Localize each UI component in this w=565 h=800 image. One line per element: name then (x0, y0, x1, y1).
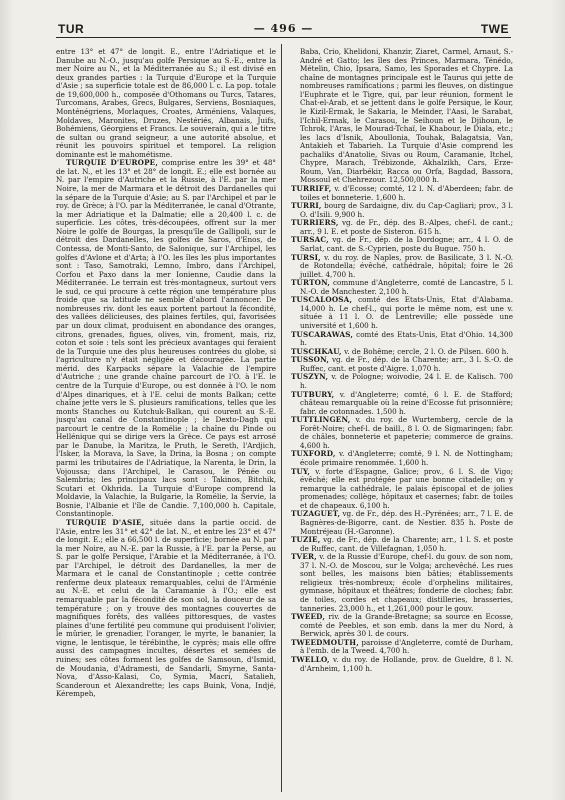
header-guide-word-left: TUR (58, 22, 85, 36)
entry-headword: TURQUIE D'ASIE, (66, 517, 145, 527)
page-header (56, 21, 511, 38)
entry-text: bourg de Sardaigne, div. du Cap-Cagliari; prov., 3 l. O. d'Isili. 9,900 h. (300, 201, 513, 219)
header-guide-word-right: TWE (480, 22, 509, 36)
entry-headword: TUZAGUET, (291, 509, 341, 519)
left-column (56, 48, 276, 793)
entry-headword: TVER, (291, 552, 317, 562)
entry-text: v. du roy. de Wurtemberg, cercle de la Forêt-Noire; chef-l. de baill., 8 l. O. de Sigmaringen; fabr. de châles, bonneterie et papeterie; commerce de grains. 4,600 h. (300, 415, 513, 450)
entry-text: paroisse d'Angleterre, comté de Durham, à l'emb. de la Tweed. 4,700 h. (300, 637, 513, 656)
entry-text: v. de Bohême; cercle, 2 l. O. de Pilsen. 600 h. (344, 346, 509, 356)
entry-text: située dans la partie occid. de l'Asie, entre les 31° et 42° de lat. N., et entre les 23° et 47° de longit. E.; elle a 66,500 l. de superficie; bornée au N. par la mer Noire, au N.-E. par la Russie, à l'E. par la Perse, au S. par le golfe Persique, l'Arabie et la Méditerranée, à l'O. par l'Archipel, le détroit des Dardanelles, la mer de Marmara et le canal de Constantinople ; cette contrée renferme deux plateaux remarquables, celui de l'Arménie au N.-E. et celui de la Caramanie à l'O.; elle est remarquable par la fécondité de son sol, la douceur de sa température ; on y trouve des montagnes couvertes de magnifiques forêts, des vallées pittoresques, de vastes plaines d'une fertilité peu commune qui produisent l'olivier, le mûrier, le grenadier, l'oranger, le myrte, le bananier, la vigne, le lentisque, le térébinthe, le cyprès; mais elle offre aussi des campagnes incultes, désertes et semées de ruines; ses côtes forment les golfes de Samsoun, d'Ismid, de Moudania, d'Adramesti, de Sandarli, Smyrne, Santa-Nova, d'Asso-Kalasi, Co, Symia, Macri, Satalieh, Scanderoun et Alexandrette; les caps Buink, Vona, Indjé, Kérempeh, (56, 517, 276, 699)
dictionary-entry (291, 48, 513, 185)
dictionary-entry (291, 468, 513, 511)
entry-headword: TWELLO, (291, 654, 330, 664)
entry-text: v. d'Angleterre; comté, 6 l. E. de Stafford; château remarquable où la reine d'Ecosse fut prisonnière; fabr. de cotonnades. 1,500 h. (300, 389, 513, 416)
dictionary-entry (291, 331, 513, 348)
dictionary-entry (56, 48, 276, 159)
entry-text: vg. de Fr., dép. des H.-Pyrénées; arr., 7 l. E. de Bagnères-de-Bigorre, cant. de Nestier. 835 h. Poste de Montréjeau (H.-Garonne). (300, 509, 513, 536)
entry-text: entre 13° et 47° de longit. E., entre l'Adriatique et le Danube au N.-O., jusqu'au golfe Persique au S.-E., entre la mer Noire au N., et la Méditerranée au S.; il est divisé en deux grandes parties : la Turquie d'Europe et la Turquie d'Asie ; sa superficie totale est de 86,000 l. c. La pop. totale de 19,600,000 h., composée d'Othomans ou Turcs, Tatares, Turcomans, Arabes, Grecs, Bulgares, Serviens, Bosniaques, Monténégriens, Morlaques, Croates, Arméniens, Valaques, Moldaves, Maronites, Druzes, Nestériés, Albanais, Juifs, Bohémiens, Géorgiens et Francs. Le souverain, qui a le titre de sultan ou grand seigneur, a une autorité absolue, et réunit les pouvoirs spirituel et temporel. La religion dominante est le mahométisme. (56, 48, 276, 159)
entry-headword: TURRIFF, (291, 184, 332, 193)
dictionary-entry (291, 356, 513, 373)
dictionary-entry (291, 450, 513, 467)
entry-headword: TWEEDMOUTH, (291, 637, 359, 647)
entry-headword: TURTON, (291, 278, 331, 288)
entry-text: vg. de Fr., dép. de la Dordogne; arr., 4 l. O. de Sarlat, cant. de S.-Cyprien, poste du Bugue. 750 h. (300, 235, 513, 253)
entry-headword: TUXFORD, (291, 449, 336, 459)
entry-text: v. de la Russie d'Europe, chef-l. du gouv. de son nom, 37 l. N.-O. de Moscou, sur le Volga; archevêché. Les rues sont belles, les maisons bien bâties; établissements religieux très-nombreux; école d'orphelins militaires, gymnase, hôpitaux et théâtres; fonderie de cloches; fabr. de toiles, cordes et chapeaux; distilleries, brasseries, tanneries. 23,000 h., et 1,261,000 pour le gouv. (300, 552, 513, 613)
entry-headword: TUSCARAWAS, (291, 329, 354, 339)
entry-headword: TURRI, (291, 201, 322, 211)
dictionary-entry (291, 279, 513, 296)
entry-text: vg. de Fr., dép. de la Charente; arr., 3 l. S.-O. de Ruffec, cant. et poste d'Aigre. 1,070 h. (300, 355, 513, 373)
dictionary-entry (291, 510, 513, 536)
dictionary-entry (291, 236, 513, 253)
entry-text: v. de Pologne; woivodie, 24 l. E. de Kalisch. 700 h. (300, 372, 513, 390)
dictionary-entry (56, 159, 276, 519)
entry-text: comté des Etats-Unis, Etat d'Ohio. 14,300 h. (300, 329, 513, 348)
dictionary-entry (291, 639, 513, 656)
entry-headword: TUSCALOOSA, (291, 295, 353, 305)
entry-text: v. du roy. de Naples, prov. de Basilicate, 3 l. N.-O. de Rotondella; évêché, cathédrale, hôpital; foire le 26 juillet. 4,700 h. (300, 252, 513, 279)
entry-text: riv. de la Grande-Bretagne; sa source en Ecosse, comté de Peebles, et son emb. dans la mer du Nord, à Berwick, après 30 l. de cours. (300, 612, 513, 639)
entry-text: commune d'Angleterre, comté de Lancastre, 5 l. N.-O. de Manchester. 2,100 h. (300, 278, 513, 296)
dictionary-entry (56, 519, 276, 699)
entry-text: v. du roy. de Hollande, prov. de Gueldre, 8 l. N. d'Arnheim, 1,100 h. (300, 654, 513, 673)
dictionary-entry (291, 219, 513, 236)
dictionary-entry (291, 613, 513, 639)
entry-headword: TUSZYN, (291, 372, 329, 382)
right-column (291, 48, 513, 793)
entry-headword: TURSI, (291, 252, 321, 262)
entry-text: comté des Etats-Unis, Etat d'Alabama. 14,000 h. Le chef-l., qui porte le même nom, est une v. située à 11 l. O. de Lentreville; elle possède une université et 1,600 h. (300, 295, 513, 330)
entry-text: v. forte d'Espagne, Galice; prov., 6 l. S. de Vigo; évêché; elle est protégée par une bonne citadelle; on y remarque la cathédrale, le palais épiscopal et de jolies promenades; collège, hôpitaux et casernes; fabr. de toiles et de chapeaux. 6,100 h. (300, 466, 513, 510)
dictionary-entry (291, 536, 513, 553)
dictionary-entry (291, 296, 513, 330)
entry-headword: TURQUIE D'EUROPE, (66, 158, 159, 168)
entry-headword: TUZIE, (291, 535, 321, 545)
entry-text: v. d'Ecosse; comté, 12 l. N. d'Aberdeen; fabr. de toiles et bonneterie. 1,600 h. (300, 184, 513, 202)
entry-text: Baba, Crio, Khelidoni, Khanzir, Ziaret, Carmel, Arnaut, S.-André et Gatto; les îles des Princes, Marmara, Ténédo, Mételin, Chio, Ipsara, Samo, les Sporades et Chypre. La chaîne de montagnes principale est le Taurus qui jette de nombreuses ramifications ; parmi les fleuves, on distingue l'Euphrate et le Tigre, qui, par leur réunion, forment le Chat-el-Arab, et se jettent dans le golfe Persique, le Kour, le Kizil-Ermak, le Sakaria, le Meinder, l'Aasi, le Sarabat, l'Ichil-Ermak, le Carasou, le Seihoun et le Djihoun, le Tchrok, l'Aras, le Mourad-Tchaï, le Khabour, le Diala, etc.; les lacs d'Isnik, Aboullonia, Touhak, Balagatsia, Van, Antakieh et Tabarieh. La Turquie d'Asie comprend les pachaliks d'Anatolie, Sivas ou Roum, Caramanie, Itchel, Chypre, Marach, Trébizonde, Akhalzikh, Cars, Erze-Roum, Van, Diarbékir, Racca ou Orfa, Bagdad, Bassora, Mossoul et Chehrezour. 12,500,000 h. (300, 48, 513, 185)
entry-headword: TUSSON, (291, 355, 330, 365)
entry-text: vg. de Fr., dép. de la Charente; arr., 1 l. S. et poste de Ruffec, cant. de Villefagnan, 1,050 h. (300, 535, 513, 553)
entry-headword: TUY, (291, 466, 311, 476)
dictionary-entry (291, 391, 513, 417)
entry-text: vg. de Fr., dép. des B.-Alpes, chef-l. de cant.; arr., 9 l. E. et poste de Sisteron. 615 h. (300, 218, 513, 236)
entry-headword: TURRIERS, (291, 218, 339, 228)
entry-text: v. d'Angleterre; comté, 9 l. N. de Nottingham; école primaire renommée. 1,600 h. (300, 449, 513, 467)
column-divider (281, 44, 282, 792)
entry-headword: TWEED, (291, 612, 326, 622)
dictionary-entry (291, 185, 513, 202)
dictionary-entry (291, 656, 513, 673)
dictionary-entry (291, 254, 513, 280)
page-number: — 496 — (253, 22, 314, 35)
dictionary-entry (291, 373, 513, 390)
dictionary-entry (291, 416, 513, 450)
entry-headword: TUTBURY, (291, 389, 335, 399)
entry-headword: TUSCHKAU, (291, 346, 342, 356)
dictionary-entry (291, 202, 513, 219)
entry-text: comprise entre les 39° et 48° de lat. N., et les 13° et 28° de longit. E.; elle est bornée au N. par l'empire d'Autriche et la Russie, à l'E. par la mer Noire, la mer de Marmara et le détroit des Dardanelles qui la sépare de la Turquie d'Asie; au S. par l'Archipel et par le roy. de Grèce; à l'O. par la Méditerranée, le canal d'Otrante, la mer Adriatique et la Dalmatie; elle a 20,400 l. c. de superficie. Les côtes, très-découpées, offrent sur la mer Noire le golfe de Bourgas, la presqu'île de Gallipoli, sur le détroit des Dardanelles, les golfes de Saros, d'Enos, de Contessa, de Monti-Santo, de Salonique, sur l'Archipel, les golfes d'Avlone et d'Arta; à l'O. les îles les plus importantes sont : Taso, Samotraki, Lemno, Imbro, dans l'Archipel, Corfou et Paxo dans la mer Ionienne, Caudie dans la Méditerranée. Le terrain est très-montagneux, surtout vers le sud, ce qui procure à cette région une température plus froide que sa latitude ne semble d'abord l'annoncer. De nombreuses riv. dont les eaux portent partout la fécondité, des vallées délicieuses, des plaines fertiles, qui, favorisées par un doux climat, produisent en abondance des oranges, citrons, grenades, figues, olives, vin, froment, mais, riz, coton et soie : tels sont les précieux avantages qui feraient de la Turquie une des plus heureuses contrées du globe, si l'agriculture n'y était négligée et découragée. La partie mérid. des Karpacks sépare la Valachie de l'empire d'Autriche ; une grande chaîne parcourt de l'O. à l'E. le centre de la Turquie d'Europe, ou est donnée à l'O. le nom d'Alpes dinariques, et à l'E. celui de monts Balkan; cette chaîne jette vers le S. plusieurs ramifications, telles que les monts Stanches ou Kutchuk-Balkan, qui courent au S.-E. jusqu'au canal de Constantinople ; le Dexto-Dagh qui parcourt le centre de la Romélie ; la chaîne du Pinde ou Hellénique qui se dirige vers la Grèce. Ce pays est arrosé par le Danube, la Maritza, le Pruth, le Sereth, l'Ardjich, l'Isker, la Morava, la Save, la Drina, la Bosna ; on compte parmi les tributaires de l'Adriatique, la Narenta, le Drin, la Vojoussa; dans l'Archipel, le Carasou, le Pénée ou Salembria; les principaux lacs sont : Takinos, Bitchik, Scutari et Okhrida. La Turquie d'Europe comprend la Moldavie, la Valachie, la Bulgarie, la Romélie, la Servie, la Bosnie, l'Albanie et l'île de Candie. 7,100,000 h. Capitale, Constantinople. (56, 158, 276, 519)
dictionary-entry (291, 553, 513, 613)
entry-headword: TURSAC, (291, 235, 329, 245)
entry-headword: TUTTLINGEN, (291, 415, 351, 425)
